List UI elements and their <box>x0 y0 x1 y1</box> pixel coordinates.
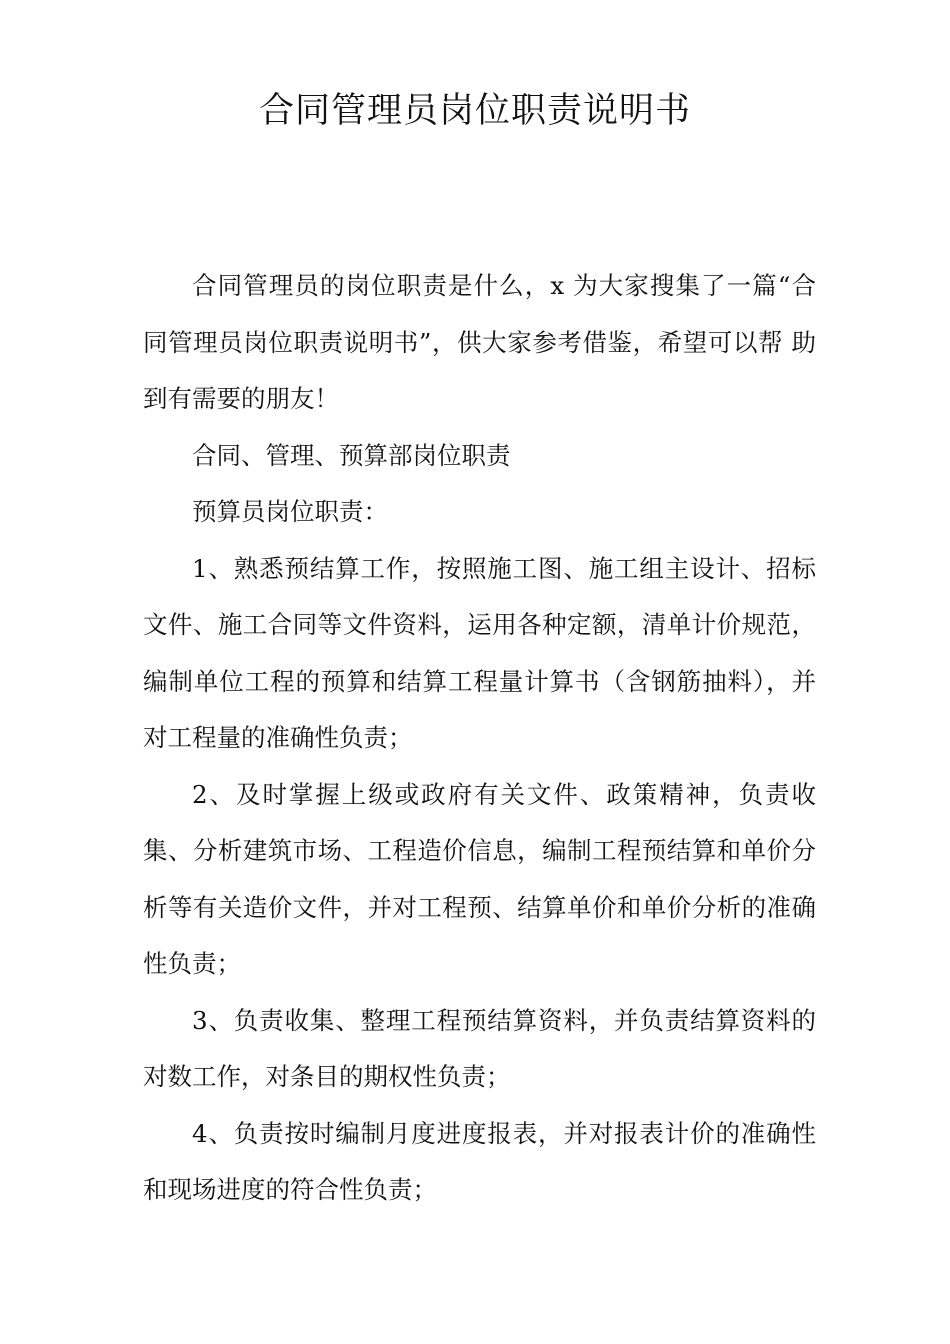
duty-item-4: 4、负责按时编制月度进度报表，并对报表计价的准确性和现场进度的符合性负责； <box>143 1118 816 1204</box>
subsection-heading: 预算员岗位职责： <box>192 497 388 526</box>
duty-item-3: 3、负责收集、整理工程预结算资料，并负责结算资料的对数工作，对条目的期权性负责； <box>143 1005 816 1091</box>
duty-item-1: 1、熟悉预结算工作，按照施工图、施工组主设计、招标文件、施工合同等文件资料，运用各种定额，清单计价规范，编制单位工程的预算和结算工程量计算书（含钢筋抽料），并对工程量的准确性负责； <box>143 553 816 752</box>
section-heading: 合同、管理、预算部岗位职责 <box>192 440 511 470</box>
document-body <box>143 258 816 1219</box>
duty-item-2: 2、及时掌握上级或政府有关文件、政策精神，负责收集、分析建筑市场、工程造价信息，编制工程预结算和单价分析等有关造价文件，并对工程预、结算单价和单价分析的准确性负责； <box>143 779 816 978</box>
document-title: 合同管理员岗位职责说明书 <box>258 91 691 131</box>
intro-paragraph: 合同管理员的岗位职责是什么，x 为大家搜集了一篇“合 同管理员岗位职责说明书”，供大家参考借鉴，希望可以帮 助到有需要的朋友！ <box>143 271 816 413</box>
